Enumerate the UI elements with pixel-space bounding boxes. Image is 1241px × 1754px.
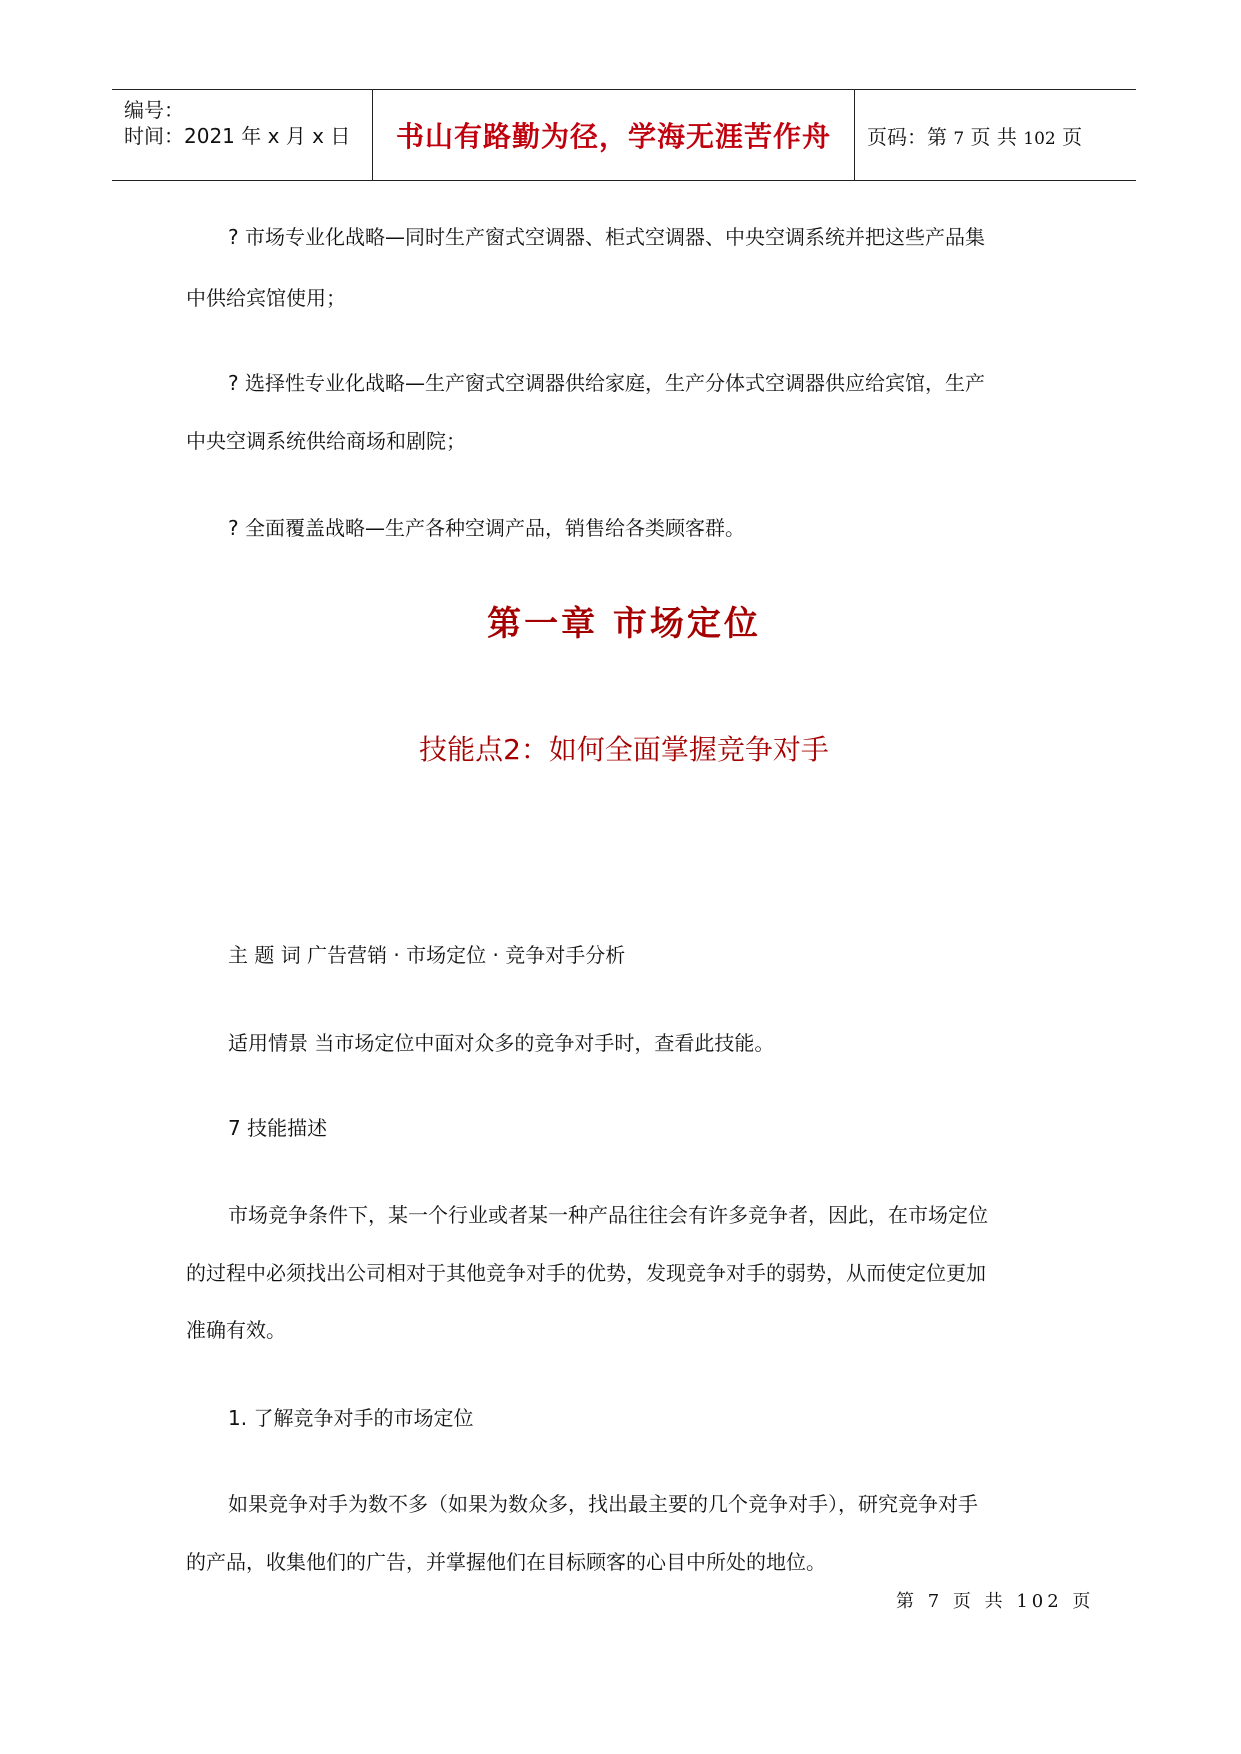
header-page-cell (855, 90, 1136, 180)
paragraph-line: 中供给宾馆使用； (186, 286, 346, 310)
paragraph-line: ? 选择性专业化战略—生产窗式空调器供给家庭，生产分体式空调器供应给宾馆，生产 (228, 371, 985, 395)
header-page-number: 页码：第 7 页 共 102 页 (867, 124, 1083, 149)
paragraph-line: ? 全面覆盖战略—生产各种空调产品，销售给各类顾客群。 (228, 516, 745, 540)
header-meta-cell (112, 90, 372, 180)
keywords-line: 主 题 词 广告营销 · 市场定位 · 竞争对手分析 (228, 943, 626, 967)
paragraph-line: 的过程中必须找出公司相对于其他竞争对手的优势，发现竞争对手的弱势，从而使定位更加 (186, 1261, 986, 1285)
section-heading: 7 技能描述 (228, 1116, 328, 1140)
chapter-title: 第一章 市场定位 (487, 604, 761, 644)
paragraph-line: 中央空调系统供给商场和剧院； (186, 429, 466, 453)
time-label: 时间：2021 年 x 月 x 日 (124, 124, 351, 148)
scenario-line: 适用情景 当市场定位中面对众多的竞争对手时，查看此技能。 (228, 1031, 775, 1055)
number-label: 编号： (124, 98, 184, 122)
paragraph-line: 市场竞争条件下，某一个行业或者某一种产品往往会有许多竞争者，因此，在市场定位 (228, 1203, 988, 1227)
page-footer: 第 7 页 共 102 页 (896, 1591, 1095, 1612)
paragraph-line: ? 市场专业化战略—同时生产窗式空调器、柜式空调器、中央空调系统并把这些产品集 (228, 225, 985, 249)
skill-title: 技能点2：如何全面掌握竞争对手 (419, 733, 829, 766)
motto: 书山有路勤为径，学海无涯苦作舟 (395, 120, 831, 153)
paragraph-line: 的产品，收集他们的广告，并掌握他们在目标顾客的心目中所处的地位。 (186, 1550, 826, 1574)
paragraph-line: 如果竞争对手为数不多（如果为数众多，找出最主要的几个竞争对手），研究竞争对手 (228, 1492, 978, 1516)
document-header (112, 89, 1136, 181)
subsection-heading: 1. 了解竞争对手的市场定位 (228, 1406, 474, 1430)
paragraph-line: 准确有效。 (186, 1318, 286, 1342)
header-motto-cell (372, 90, 855, 180)
